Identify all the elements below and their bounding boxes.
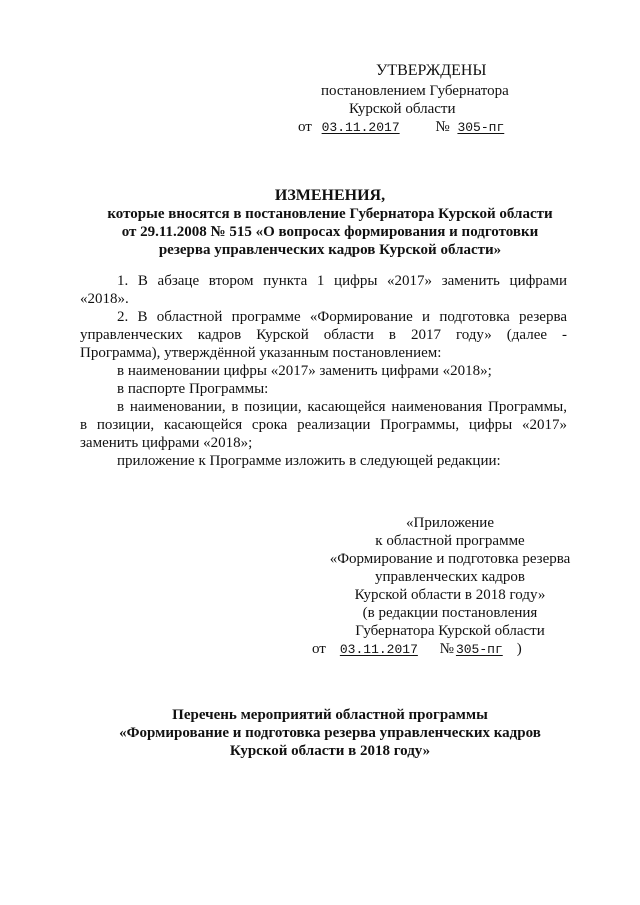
paragraph-line: «2018». <box>80 291 129 307</box>
paragraph-line: Программа), утверждённой указанным постановлением: <box>80 345 442 361</box>
list-heading-line: Перечень мероприятий областной программы <box>172 707 488 723</box>
document-title: ИЗМЕНЕНИЯ, <box>274 187 386 204</box>
approval-line: Курской области <box>349 101 456 117</box>
paragraph-line: 2. В областной программе «Формирование и подготовка резерва <box>117 309 567 325</box>
appendix-date-line <box>312 640 522 659</box>
list-heading-line: Курской области в 2018 году» <box>229 743 431 759</box>
appendix-date: 03.11.2017 <box>339 642 418 657</box>
document-subtitle-line: от 29.11.2008 № 515 «О вопросах формирования и подготовки <box>121 224 539 240</box>
paragraph-line: 1. В абзаце втором пункта 1 цифры «2017» заменить цифрами <box>117 273 567 289</box>
document-subtitle-line: резерва управленческих кадров Курской области» <box>158 242 502 258</box>
date-prefix: от <box>298 119 312 135</box>
paragraph-line: управленческих кадров Курской области в 2017 году» (далее - <box>80 327 567 343</box>
document-subtitle-line: которые вносятся в постановление Губернатора Курской области <box>107 206 553 222</box>
paragraph-line: в наименовании цифры «2017» заменить цифрами «2018»; <box>117 363 492 379</box>
appendix-line: к областной программе <box>375 533 525 549</box>
number-prefix: № <box>439 641 454 657</box>
appendix-line: (в редакции постановления <box>362 605 538 621</box>
approval-number: 305-пг <box>457 120 505 135</box>
appendix-line: «Формирование и подготовка резерва <box>329 551 571 567</box>
paragraph-line: заменить цифрами «2018»; <box>80 435 253 451</box>
list-heading-line: «Формирование и подготовка резерва управленческих кадров <box>119 725 541 741</box>
date-prefix: от <box>312 641 326 657</box>
appendix-line: Губернатора Курской области <box>355 623 545 639</box>
paragraph-line: в позиции, касающейся срока реализации Программы, цифры «2017» <box>80 417 567 433</box>
appendix-number: 305-пг <box>455 642 503 657</box>
appendix-line: «Приложение <box>405 515 494 531</box>
paragraph-line: в паспорте Программы: <box>117 381 269 397</box>
paragraph-line: в наименовании, в позиции, касающейся наименования Программы, <box>117 399 567 415</box>
appendix-line: Курской области в 2018 году» <box>354 587 546 603</box>
approval-date-line <box>298 118 514 137</box>
approval-date: 03.11.2017 <box>321 120 400 135</box>
appendix-line: управленческих кадров <box>375 569 525 585</box>
closing-paren: ) <box>516 641 522 657</box>
number-prefix: № <box>435 119 450 135</box>
paragraph-line: приложение к Программе изложить в следующей редакции: <box>117 453 501 469</box>
approval-line: постановлением Губернатора <box>321 83 509 99</box>
approval-title: УТВЕРЖДЕНЫ <box>376 62 487 79</box>
